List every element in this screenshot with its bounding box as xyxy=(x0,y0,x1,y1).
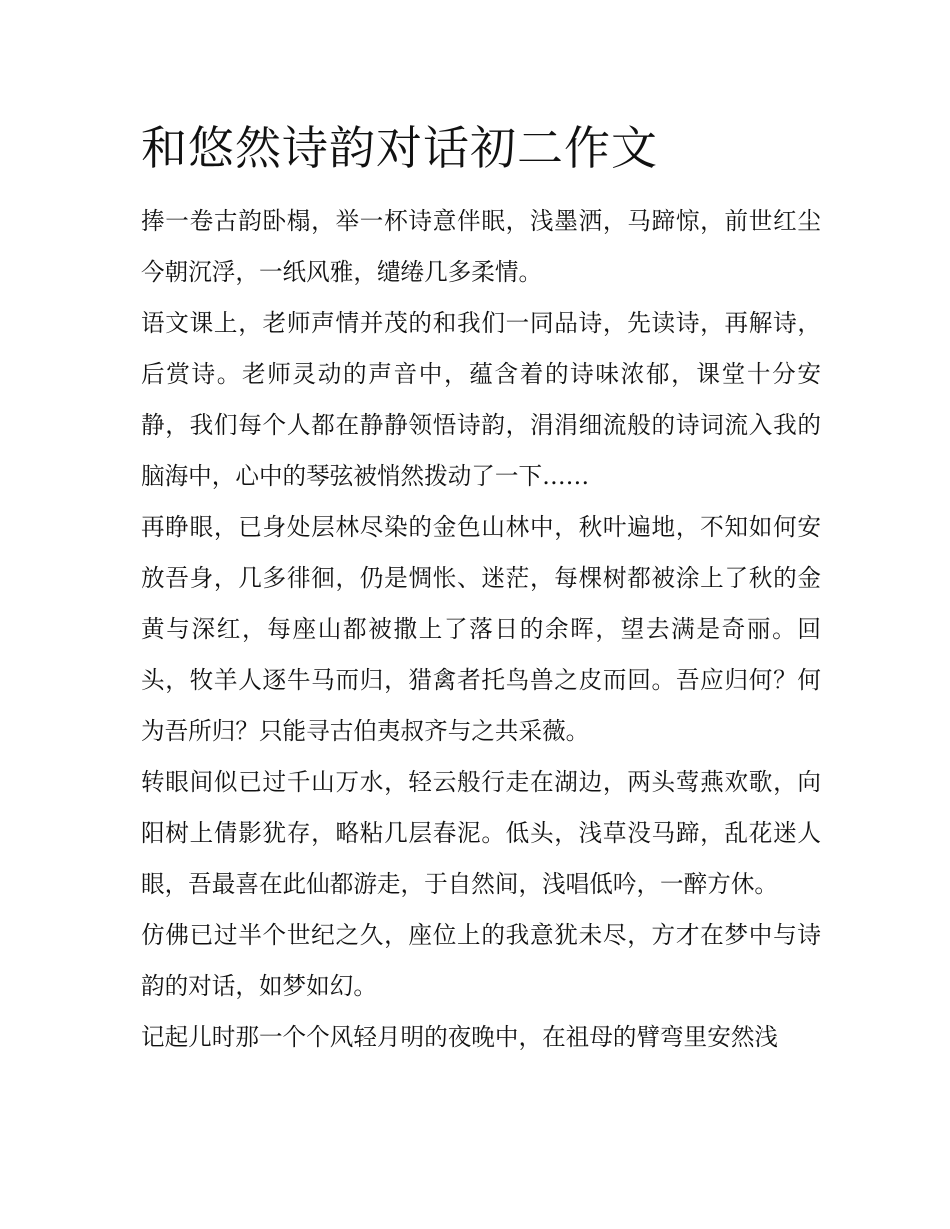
document-body xyxy=(141,196,821,1063)
paragraph-5: 仿佛已过半个世纪之久，座位上的我意犹未尽，方才在梦中与诗韵的对话，如梦如幻。 xyxy=(141,921,821,1000)
paragraph-2: 语文课上，老师声情并茂的和我们一同品诗，先读诗，再解诗，后赏诗。老师灵动的声音中，蕴含着的诗味浓郁，课堂十分安静，我们每个人都在静静领悟诗韵，涓涓细流般的诗词流入我的脑海中，心中的琴弦被悄然拨动了一下…… xyxy=(141,309,821,490)
paragraph-6: 记起儿时那一个个风轻月明的夜晚中，在祖母的臂弯里安然浅 xyxy=(141,1023,779,1051)
paragraph-3: 再睁眼，已身处层林尽染的金色山林中，秋叶遍地，不知如何安放吾身，几多徘徊，仍是惆怅、迷茫，每棵树都被涂上了秋的金黄与深红，每座山都被撒上了落日的余晖，望去满是奇丽。回头，牧羊人逐牛马而归，猎禽者托鸟兽之皮而回。吾应归何？何为吾所归？只能寻古伯夷叔齐与之共采薇。 xyxy=(141,513,821,745)
paragraph-4: 转眼间似已过千山万水，轻云般行走在湖边，两头莺燕欢歌，向阳树上倩影犹存，略粘几层春泥。低头，浅草没马蹄，乱花迷人眼，吾最喜在此仙都游走，于自然间，浅唱低吟，一醉方休。 xyxy=(141,768,821,898)
document-title: 和悠然诗韵对话初二作文 xyxy=(141,121,658,175)
paragraph-1: 捧一卷古韵卧榻，举一杯诗意伴眠，浅墨洒，马蹄惊，前世红尘今朝沉浮，一纸风雅，缱绻几多柔情。 xyxy=(141,207,821,286)
